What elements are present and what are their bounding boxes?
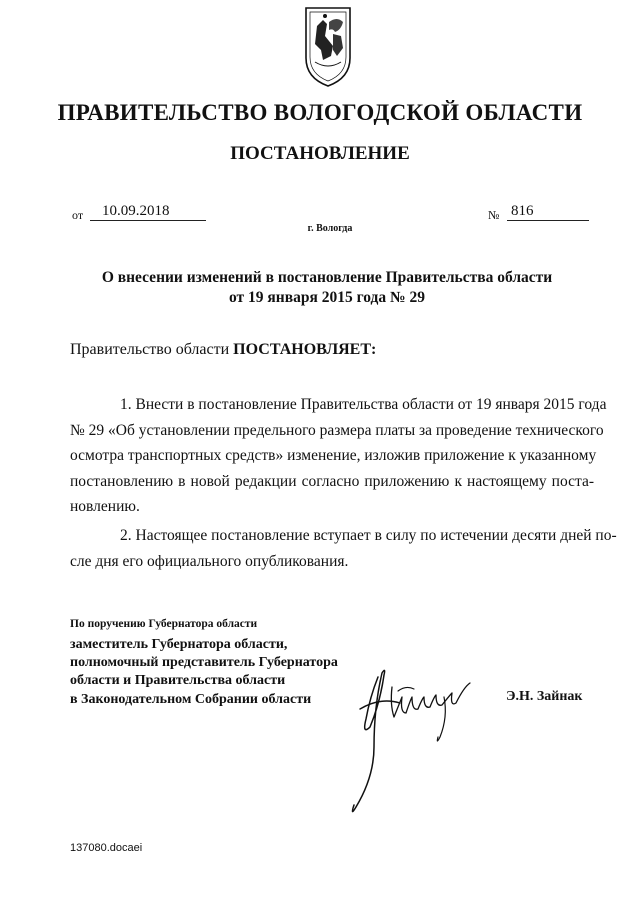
signer-line: полномочный представитель Губернатора	[70, 655, 338, 671]
paragraph-line: новлению.	[70, 498, 140, 515]
handwritten-signature	[340, 657, 480, 822]
resolves-keyword: ПОСТАНОВЛЯЕТ:	[233, 341, 377, 358]
document-subject	[0, 268, 640, 308]
government-title: ПРАВИТЕЛЬСТВО ВОЛОГОДСКОЙ ОБЛАСТИ	[57, 100, 583, 125]
paragraph-2	[70, 523, 617, 574]
signer-position	[70, 636, 338, 709]
paragraph-line: сле дня его официального опубликования.	[70, 552, 349, 570]
signer-name: Э.Н. Зайнак	[506, 689, 583, 704]
paragraph-line: 1. Внести в постановление Правительства области от 19 января 2015 года	[120, 396, 607, 413]
number-label: №	[488, 208, 500, 222]
subject-line: от 19 января 2015 года № 29	[229, 289, 425, 306]
signer-line: области и Правительства области	[70, 673, 286, 689]
paragraph-line: осмотра транспортных средств» изменение, изложив приложение к указанному	[70, 447, 597, 464]
coat-of-arms-emblem	[303, 6, 353, 88]
document-number: 816	[507, 202, 589, 221]
date-label: от	[72, 208, 84, 222]
paragraph-line: 2. Настоящее постановление вступает в силу по истечении десяти дней по-	[120, 527, 617, 544]
order-note: По поручению Губернатора области	[70, 618, 258, 630]
subject-line: О внесении изменений в постановление Правительства области	[101, 269, 553, 286]
paragraph-line: № 29 «Об установлении предельного размера платы за проведение технического	[70, 421, 604, 439]
signer-line: в Законодательном Собрании области	[70, 691, 312, 707]
signer-line: заместитель Губернатора области,	[70, 637, 288, 652]
city: г. Вологда	[307, 223, 353, 234]
resolves-text: Правительство области	[70, 341, 234, 358]
document-type: ПОСТАНОВЛЕНИЕ	[230, 143, 410, 164]
resolves-statement	[70, 341, 376, 359]
paragraph-1	[70, 392, 607, 520]
document-date: 10.09.2018	[90, 202, 206, 221]
file-name: 137080.docaei	[70, 842, 143, 854]
paragraph-line: постановлению в новой редакции согласно приложению к настоящему поста-	[70, 472, 594, 490]
